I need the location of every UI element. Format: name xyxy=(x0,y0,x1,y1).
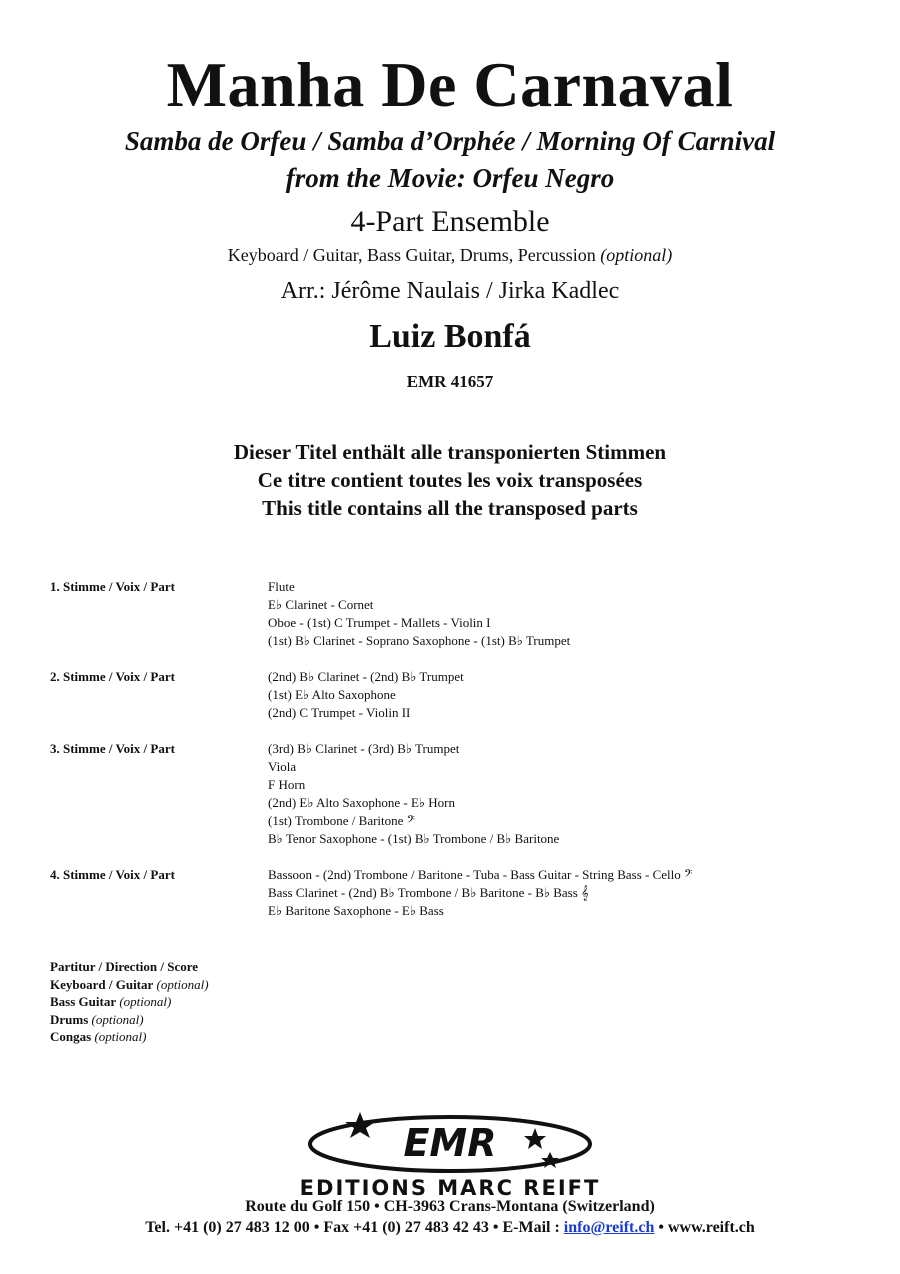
part-instrument: E♭ Baritone Saxophone - E♭ Bass xyxy=(268,903,444,918)
extra-part-name: Partitur / Direction / Score xyxy=(50,959,199,974)
logo-star-right xyxy=(524,1128,546,1149)
extra-part-optional: (optional) xyxy=(91,1011,144,1027)
extra-part xyxy=(50,1011,209,1029)
part-group xyxy=(50,740,830,848)
extra-part xyxy=(50,993,209,1011)
arranger: Arr.: Jérôme Naulais / Jirka Kadlec xyxy=(280,278,620,304)
extra-part-optional: (optional) xyxy=(119,994,172,1009)
part-instrument: (3rd) B♭ Clarinet - (3rd) B♭ Trumpet xyxy=(268,741,460,756)
extra-part-name: Bass Guitar xyxy=(50,994,117,1009)
part-label: 3. Stimme / Voix / Part xyxy=(50,741,175,756)
part-label: 4. Stimme / Voix / Part xyxy=(50,867,175,882)
publisher-name: EDITIONS MARC REIFT xyxy=(299,1176,601,1200)
subtitle-line-1: Samba de Orfeu / Samba d’Orphée / Morning Of Carnival xyxy=(124,126,776,156)
part-instrument: Bass Clarinet - (2nd) B♭ Trombone / B♭ Baritone - B♭ Bass 𝄞 xyxy=(268,885,589,900)
part-instrument: E♭ Clarinet - Cornet xyxy=(268,597,374,612)
part-instrument: F Horn xyxy=(268,777,306,792)
part-instrument: (2nd) C Trumpet - Violin II xyxy=(268,705,411,720)
part-instrument: B♭ Tenor Saxophone - (1st) B♭ Trombone / B♭ Baritone xyxy=(268,831,560,846)
logo-star-left xyxy=(345,1112,375,1138)
note-french: Ce titre contient toutes les voix transposées xyxy=(257,468,643,492)
ensemble-type: 4-Part Ensemble xyxy=(350,205,550,238)
extra-part-optional: (optional) xyxy=(156,976,209,992)
part-instruments xyxy=(268,668,464,722)
instrumentation xyxy=(0,245,900,266)
emr-logo xyxy=(300,1108,600,1178)
catalog-number: EMR 41657 xyxy=(406,372,494,391)
instrumentation-list: Keyboard / Guitar, Bass Guitar, Drums, Percussion xyxy=(227,245,596,265)
parts-list xyxy=(50,578,830,938)
part-instrument: Viola xyxy=(268,759,297,774)
part-group xyxy=(50,578,830,650)
part-label: 2. Stimme / Voix / Part xyxy=(50,669,175,684)
part-group xyxy=(50,866,830,920)
website-text: • www.reift.ch xyxy=(658,1219,755,1236)
extra-part-name: Drums xyxy=(50,1011,89,1027)
note-german: Dieser Titel enthält alle transponierten Stimmen xyxy=(233,440,667,464)
part-instrument: Oboe - (1st) C Trumpet - Mallets - Violin I xyxy=(268,615,491,630)
subtitle-line-2: from the Movie: Orfeu Negro xyxy=(285,163,615,193)
part-instrument: Flute xyxy=(268,579,295,594)
instrumentation-optional: (optional) xyxy=(600,245,673,265)
publisher-contact xyxy=(0,1219,900,1237)
logo-text: EMR xyxy=(403,1121,497,1165)
part-instruments xyxy=(268,578,570,650)
piece-title: Manha De Carnaval xyxy=(166,49,734,120)
extra-part xyxy=(50,958,209,976)
part-instruments xyxy=(268,740,559,848)
email-link[interactable]: info@reift.ch xyxy=(563,1219,655,1236)
extra-part-name: Congas xyxy=(50,1029,92,1044)
extra-part xyxy=(50,1028,209,1046)
part-instruments xyxy=(268,866,692,920)
extra-part-optional: (optional) xyxy=(94,1029,147,1044)
extra-parts-list xyxy=(50,958,209,1046)
extra-part-name: Keyboard / Guitar xyxy=(50,976,154,992)
part-instrument: (2nd) B♭ Clarinet - (2nd) B♭ Trumpet xyxy=(268,669,464,684)
part-instrument: (1st) Trombone / Baritone 𝄢 xyxy=(268,813,416,828)
part-instrument: Bassoon - (2nd) Trombone / Baritone - Tuba - Bass Guitar - String Bass - Cello 𝄢 xyxy=(268,867,693,882)
extra-part xyxy=(50,976,209,994)
composer: Luiz Bonfá xyxy=(369,318,531,355)
publisher-address: Route du Golf 150 • CH-3963 Crans-Montana (Switzerland) xyxy=(245,1198,655,1215)
note-english: This title contains all the transposed parts xyxy=(262,496,638,520)
part-instrument: (2nd) E♭ Alto Saxophone - E♭ Horn xyxy=(268,795,456,810)
part-instrument: (1st) B♭ Clarinet - Soprano Saxophone - (1st) B♭ Trumpet xyxy=(268,633,571,648)
part-label: 1. Stimme / Voix / Part xyxy=(50,579,175,594)
part-instrument: (1st) E♭ Alto Saxophone xyxy=(268,687,396,702)
contact-phone-fax: Tel. +41 (0) 27 483 12 00 • Fax +41 (0) 27 483 42 43 • E-Mail : xyxy=(145,1219,560,1236)
part-group xyxy=(50,668,830,722)
